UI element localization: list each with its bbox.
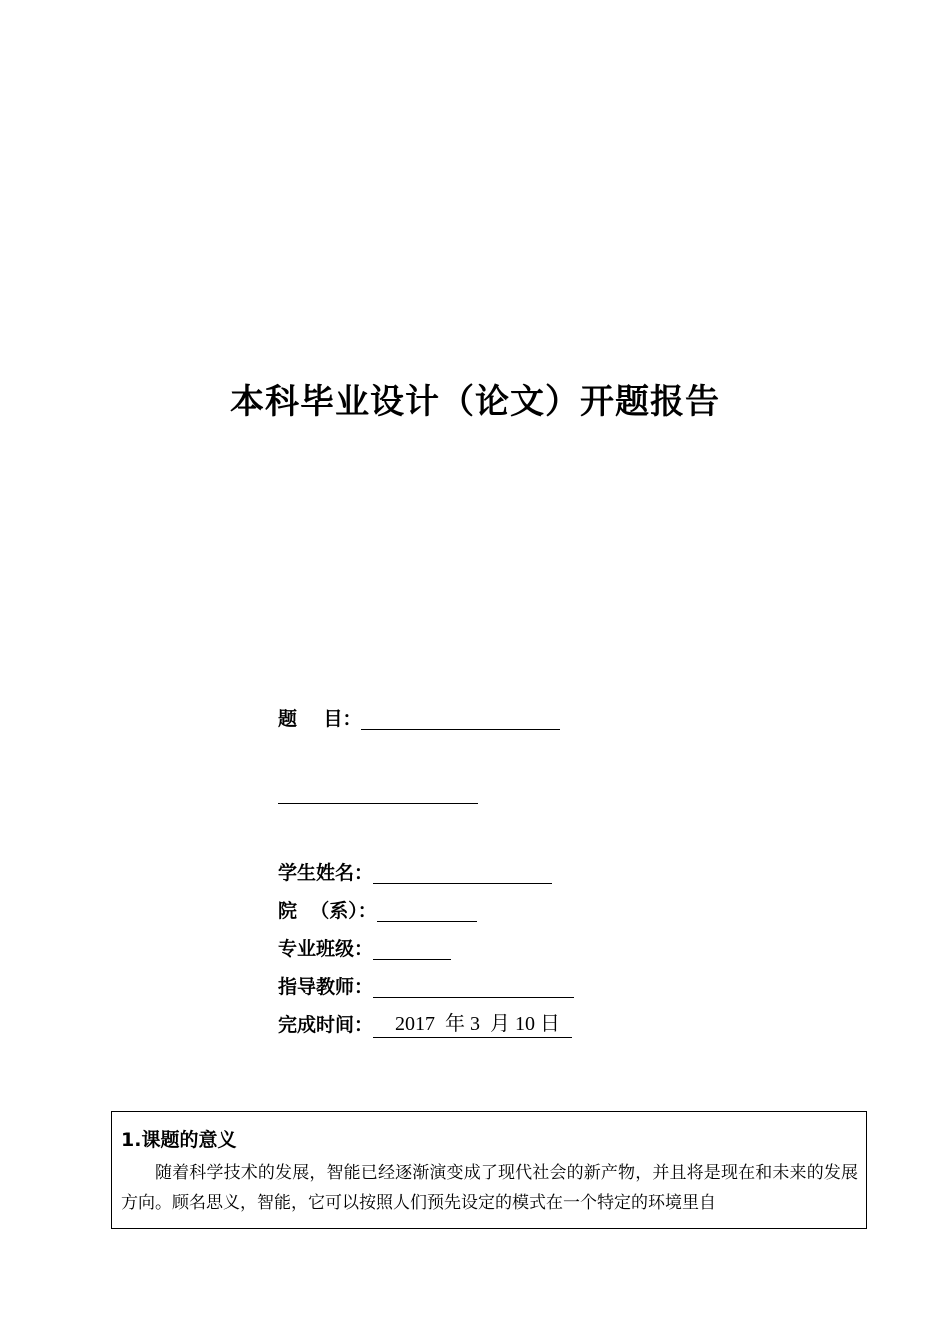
student-name-blank[interactable]	[373, 861, 552, 884]
topic-continuation-row	[278, 778, 478, 806]
student-name-row	[278, 858, 552, 886]
department-label: 院 （系）：	[278, 900, 377, 922]
page-title: 本科毕业设计（论文）开题报告	[230, 382, 720, 422]
topic-label: 题 目：	[278, 708, 362, 730]
class-label: 专业班级：	[278, 938, 374, 960]
advisor-blank[interactable]	[373, 975, 574, 998]
completion-label: 完成时间：	[278, 1014, 374, 1036]
section-box	[111, 1111, 867, 1229]
student-name-label: 学生姓名：	[278, 862, 374, 884]
department-row	[278, 896, 477, 924]
section-body: 随着科学技术的发展，智能已经逐渐演变成了现代社会的新产物，并且将是现在和未来的发展方向。顾名思义，智能，它可以按照人们预先设定的模式在一个特定的环境里自	[121, 1163, 858, 1213]
advisor-row	[278, 972, 574, 1000]
section-heading: 1.课题的意义	[121, 1129, 237, 1151]
topic-blank-continuation[interactable]	[278, 781, 478, 804]
topic-row	[278, 704, 560, 732]
completion-row	[278, 1010, 572, 1038]
class-row	[278, 934, 451, 962]
department-blank[interactable]	[377, 899, 477, 922]
completion-date[interactable]: 2017 年 3 月 10 日	[373, 1011, 572, 1038]
topic-blank[interactable]	[361, 707, 560, 730]
advisor-label: 指导教师：	[278, 976, 374, 998]
class-blank[interactable]	[373, 937, 451, 960]
